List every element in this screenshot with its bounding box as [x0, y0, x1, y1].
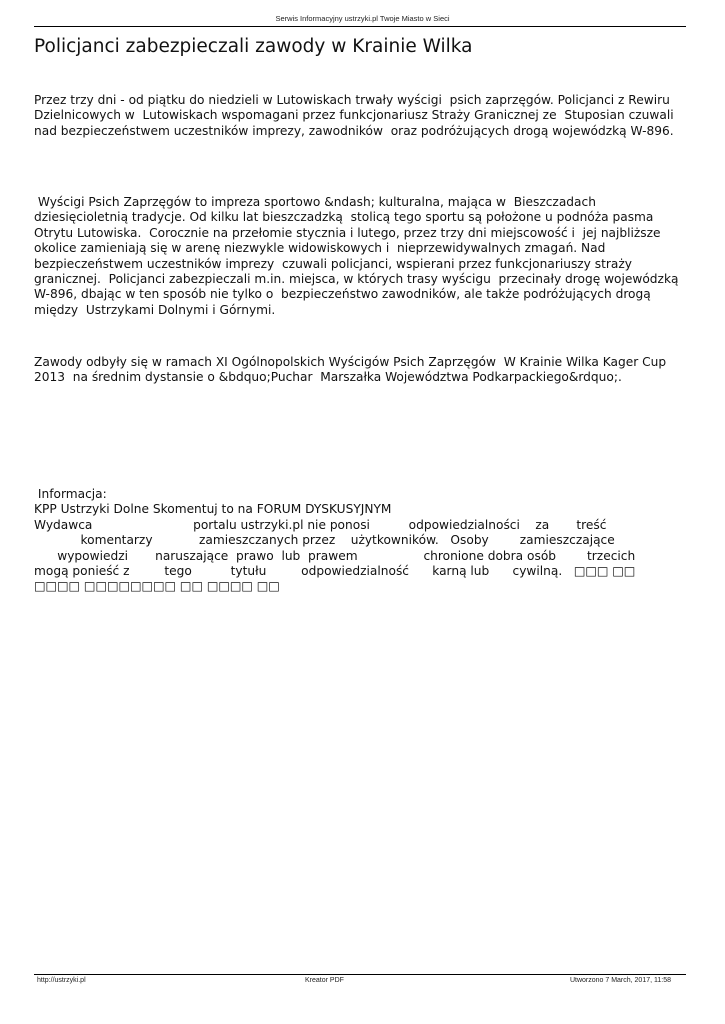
text-line: granicznej. Policjanci zabezpieczali m.in. miejsca, w których trasy wyścigu przecinały drogę wojewódzką: [34, 272, 679, 287]
text-line: między Ustrzykami Dolnymi i Górnymi.: [34, 302, 276, 317]
article-paragraph-3: [34, 355, 686, 386]
text-line: Dzielnicowych w Lutowiskach wspomagani przez funkcjonariusz Straży Granicznej ze Stuposian czuwali: [34, 108, 674, 123]
disclaimer-line: mogą ponieść z tego tytułu odpowiedzialność karną lub cywilną. □□□ □□: [34, 564, 636, 579]
article-paragraph-2: [34, 195, 686, 318]
disclaimer-line: □□□□ □□□□□□□□ □□ □□□□ □□: [34, 579, 280, 594]
text-line: Wyścigi Psich Zaprzęgów to impreza sportowo &ndash; kulturalna, mająca w Bieszczadach: [34, 195, 596, 209]
footer-site-url: http://ustrzyki.pl: [37, 977, 86, 984]
text-line: nad bezpieczeństwem uczestników imprezy, zawodników oraz podróżujących drogą wojewódzką W-896.: [34, 123, 674, 138]
article-paragraph-1: [34, 93, 686, 139]
footer-divider: [34, 974, 686, 975]
text-line: Otrytu Lutowiska. Corocznie na przełomie stycznia i lutego, przez trzy dni miejscowość i jej najbliższe: [34, 225, 661, 240]
disclaimer-line: komentarzy zamieszczanych przez użytkowników. Osoby zamieszczające: [34, 533, 615, 548]
info-label: Informacja:: [34, 487, 107, 501]
text-line: Zawody odbyły się w ramach XI Ogólnopolskich Wyścigów Psich Zaprzęgów W Krainie Wilka Kager Cup: [34, 355, 667, 369]
info-disclaimer: [34, 487, 686, 595]
text-line: W-896, dbając w ten sposób nie tylko o bezpieczeństwo zawodników, ale także podróżujących drogą: [34, 287, 651, 302]
header-divider: [34, 26, 686, 27]
info-source-line: KPP Ustrzyki Dolne Skomentuj to na FORUM DYSKUSYJNYM: [34, 502, 392, 517]
article-title: Policjanci zabezpieczali zawody w Krainie Wilka: [34, 36, 473, 57]
text-line: Przez trzy dni - od piątku do niedzieli w Lutowiskach trwały wyścigi psich zaprzęgów. Policjanci z Rewiru: [34, 93, 670, 107]
page-header: Serwis Informacyjny ustrzyki.pl Twoje Miasto w Sieci: [275, 14, 450, 23]
disclaimer-line: Wydawca portalu ustrzyki.pl nie ponosi odpowiedzialności za treść: [34, 517, 607, 532]
disclaimer-line: wypowiedzi naruszające prawo lub prawem chronione dobra osób trzecich: [34, 548, 636, 563]
footer-created-date: Utworzono 7 March, 2017, 11:58: [569, 977, 671, 984]
text-line: 2013 na średnim dystansie o &bdquo;Puchar Marszałka Województwa Podkarpackiego&rdquo;.: [34, 370, 622, 385]
footer-generator: Kreator PDF: [305, 977, 344, 984]
text-line: bezpieczeństwem uczestników imprezy czuwali policjanci, wspierani przez funkcjonariuszy straży: [34, 256, 632, 271]
text-line: okolice zamieniają się w arenę niezwykle widowiskowych i nieprzewidywalnych zmagań. Nad: [34, 241, 606, 256]
text-line: dziesięcioletnią tradycje. Od kilku lat bieszczadzką stolicą tego sportu są położone u podnóża pasma: [34, 210, 654, 225]
